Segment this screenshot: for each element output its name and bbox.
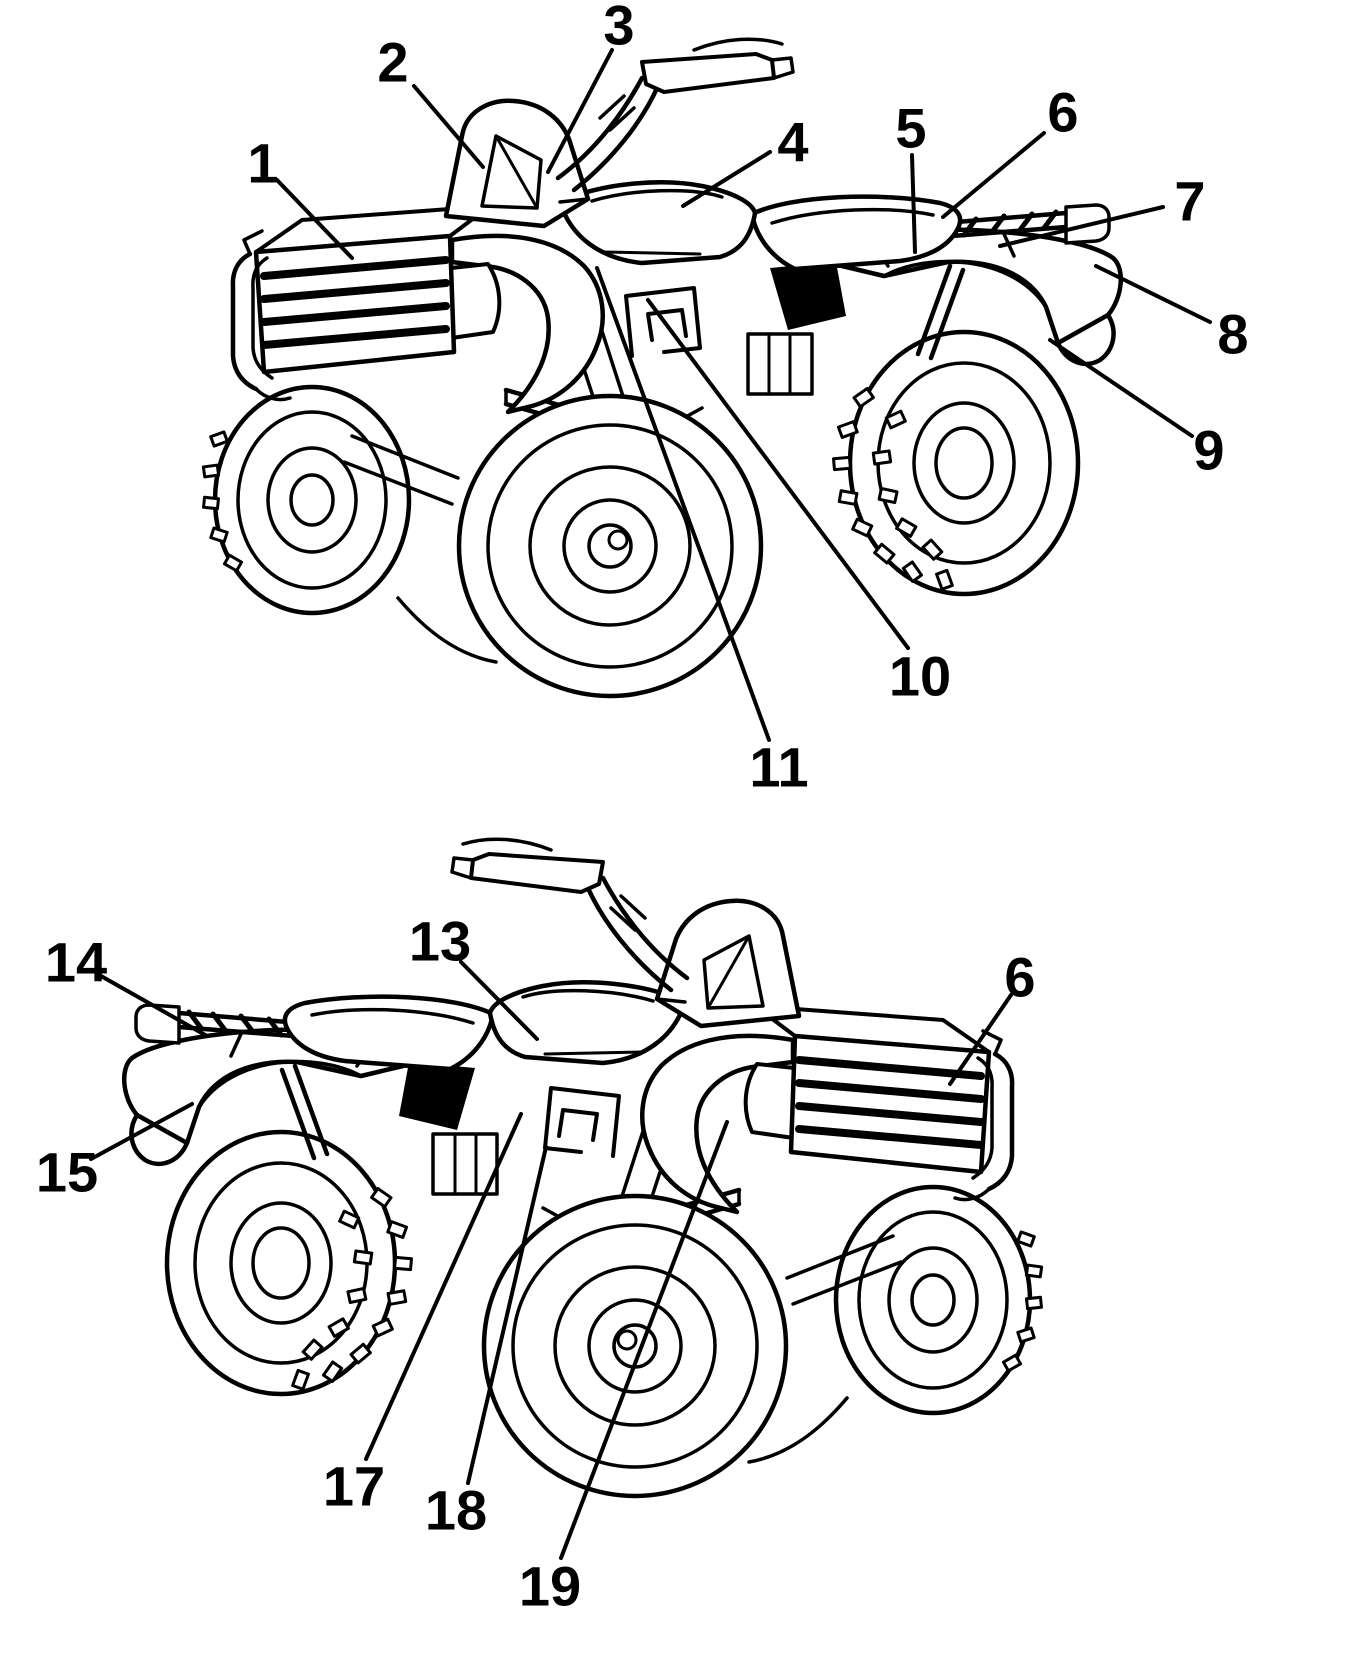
atv-front-right-view xyxy=(203,39,1120,696)
part-number-6: 6 xyxy=(1004,945,1036,1009)
part-number-6: 6 xyxy=(1047,80,1079,144)
leader-line-3 xyxy=(548,50,612,172)
part-number-3: 3 xyxy=(603,0,635,57)
part-number-18: 18 xyxy=(424,1478,488,1542)
part-number-11: 11 xyxy=(749,735,809,799)
atv-rear-left-view xyxy=(124,839,1041,1496)
top-view-callouts xyxy=(247,0,1248,799)
part-number-14: 14 xyxy=(44,930,108,994)
part-number-5: 5 xyxy=(895,96,927,160)
part-number-19: 19 xyxy=(518,1554,582,1618)
part-number-15: 15 xyxy=(35,1140,99,1204)
part-number-9: 9 xyxy=(1193,418,1225,482)
part-number-4: 4 xyxy=(777,110,809,174)
part-number-10: 10 xyxy=(888,644,952,708)
part-number-1: 1 xyxy=(247,131,279,195)
part-number-2: 2 xyxy=(377,30,409,94)
part-number-8: 8 xyxy=(1217,302,1249,366)
part-number-17: 17 xyxy=(322,1454,386,1518)
leader-line-6 xyxy=(943,133,1044,217)
part-number-7: 7 xyxy=(1174,169,1206,233)
part-number-13: 13 xyxy=(408,909,472,973)
